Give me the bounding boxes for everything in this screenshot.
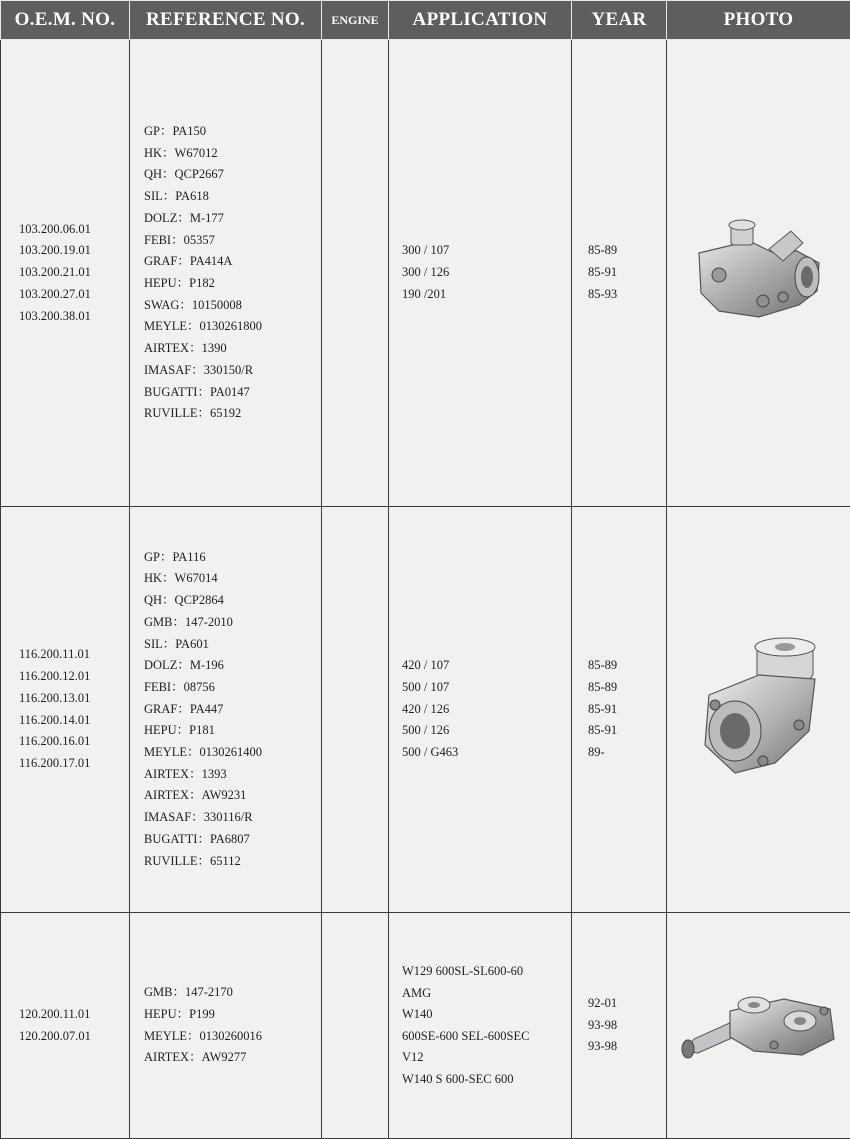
engine-cell xyxy=(322,40,389,507)
reference-number: MEYLE：0130261400 xyxy=(144,742,321,764)
oem-number: 103.200.19.01 xyxy=(19,240,129,262)
reference-number: GP：PA116 xyxy=(144,547,321,569)
reference-number: DOLZ：M-196 xyxy=(144,655,321,677)
photo-cell xyxy=(667,40,850,507)
reference-cell xyxy=(130,507,322,913)
header-year: YEAR xyxy=(572,1,667,40)
application-entry: 500 / 107 xyxy=(402,677,571,699)
water-pump-photo xyxy=(679,635,839,785)
reference-number: HEPU：P182 xyxy=(144,273,321,295)
year-entry: 85-89 xyxy=(588,240,666,262)
application-entry: 600SE-600 SEL-600SEC xyxy=(402,1026,571,1048)
header-engine: ENGINE xyxy=(322,1,389,40)
year-cell xyxy=(572,913,667,1139)
year-entry: 93-98 xyxy=(588,1015,666,1037)
oem-number: 116.200.14.01 xyxy=(19,710,129,732)
reference-number: FEBI：08756 xyxy=(144,677,321,699)
year-cell xyxy=(572,507,667,913)
oem-number: 116.200.16.01 xyxy=(19,731,129,753)
reference-number: HK：W67012 xyxy=(144,143,321,165)
reference-number: AIRTEX：1390 xyxy=(144,338,321,360)
water-pump-photo xyxy=(674,981,844,1071)
engine-cell xyxy=(322,913,389,1139)
oem-number: 116.200.12.01 xyxy=(19,666,129,688)
oem-number: 116.200.11.01 xyxy=(19,644,129,666)
reference-cell xyxy=(130,40,322,507)
year-entry: 89- xyxy=(588,742,666,764)
application-entry: W129 600SL-SL600-60 xyxy=(402,961,571,983)
reference-number: SIL：PA601 xyxy=(144,634,321,656)
application-cell xyxy=(389,507,572,913)
oem-number: 103.200.27.01 xyxy=(19,284,129,306)
reference-number: BUGATTI：PA6807 xyxy=(144,829,321,851)
application-entry: V12 xyxy=(402,1047,571,1069)
header-oem: O.E.M. NO. xyxy=(1,1,130,40)
application-entry: 190 /201 xyxy=(402,284,571,306)
reference-number: HK：W67014 xyxy=(144,568,321,590)
year-entry: 85-91 xyxy=(588,720,666,742)
reference-number: GMB：147-2170 xyxy=(144,982,321,1004)
reference-number: SWAG：10150008 xyxy=(144,295,321,317)
reference-number: GRAF：PA447 xyxy=(144,699,321,721)
reference-number: GMB：147-2010 xyxy=(144,612,321,634)
year-entry: 92-01 xyxy=(588,993,666,1015)
reference-number: AIRTEX：1393 xyxy=(144,764,321,786)
reference-number: SIL：PA618 xyxy=(144,186,321,208)
header-application: APPLICATION xyxy=(389,1,572,40)
reference-number: GP：PA150 xyxy=(144,121,321,143)
reference-number: HEPU：P181 xyxy=(144,720,321,742)
photo-cell xyxy=(667,913,850,1139)
engine-cell xyxy=(322,507,389,913)
reference-number: RUVILLE：65112 xyxy=(144,851,321,873)
reference-number: GRAF：PA414A xyxy=(144,251,321,273)
table-row xyxy=(1,507,850,913)
oem-number: 120.200.11.01 xyxy=(19,1004,129,1026)
application-entry: 300 / 126 xyxy=(402,262,571,284)
reference-number: IMASAF：330150/R xyxy=(144,360,321,382)
reference-number: AIRTEX：AW9231 xyxy=(144,785,321,807)
oem-number: 120.200.07.01 xyxy=(19,1026,129,1048)
photo-cell xyxy=(667,507,850,913)
oem-cell xyxy=(1,40,130,507)
application-cell xyxy=(389,40,572,507)
table-row xyxy=(1,913,850,1139)
reference-number: MEYLE：0130260016 xyxy=(144,1026,321,1048)
application-cell xyxy=(389,913,572,1139)
reference-number: HEPU：P199 xyxy=(144,1004,321,1026)
header-photo: PHOTO xyxy=(667,1,850,40)
year-cell xyxy=(572,40,667,507)
oem-number: 103.200.06.01 xyxy=(19,219,129,241)
header-reference: REFERENCE NO. xyxy=(130,1,322,40)
reference-number: IMASAF：330116/R xyxy=(144,807,321,829)
table-row xyxy=(1,40,850,507)
year-entry: 85-93 xyxy=(588,284,666,306)
application-entry: 500 / 126 xyxy=(402,720,571,742)
application-entry: 420 / 107 xyxy=(402,655,571,677)
application-entry: W140 S 600-SEC 600 xyxy=(402,1069,571,1091)
oem-number: 116.200.17.01 xyxy=(19,753,129,775)
oem-cell xyxy=(1,507,130,913)
reference-number: BUGATTI：PA0147 xyxy=(144,382,321,404)
oem-cell xyxy=(1,913,130,1139)
application-entry: AMG xyxy=(402,983,571,1005)
water-pump-photo xyxy=(679,213,839,333)
application-entry: 500 / G463 xyxy=(402,742,571,764)
year-entry: 85-91 xyxy=(588,699,666,721)
reference-number: QH：QCP2667 xyxy=(144,164,321,186)
year-entry: 93-98 xyxy=(588,1036,666,1058)
reference-number: DOLZ：M-177 xyxy=(144,208,321,230)
oem-number: 116.200.13.01 xyxy=(19,688,129,710)
reference-number: MEYLE：0130261800 xyxy=(144,316,321,338)
application-entry: 420 / 126 xyxy=(402,699,571,721)
oem-number: 103.200.38.01 xyxy=(19,306,129,328)
oem-number: 103.200.21.01 xyxy=(19,262,129,284)
application-entry: 300 / 107 xyxy=(402,240,571,262)
reference-number: RUVILLE：65192 xyxy=(144,403,321,425)
reference-number: QH：QCP2864 xyxy=(144,590,321,612)
table-header-row xyxy=(1,1,850,40)
year-entry: 85-89 xyxy=(588,677,666,699)
reference-number: AIRTEX：AW9277 xyxy=(144,1047,321,1069)
application-entry: W140 xyxy=(402,1004,571,1026)
year-entry: 85-91 xyxy=(588,262,666,284)
reference-cell xyxy=(130,913,322,1139)
reference-number: FEBI：05357 xyxy=(144,230,321,252)
year-entry: 85-89 xyxy=(588,655,666,677)
